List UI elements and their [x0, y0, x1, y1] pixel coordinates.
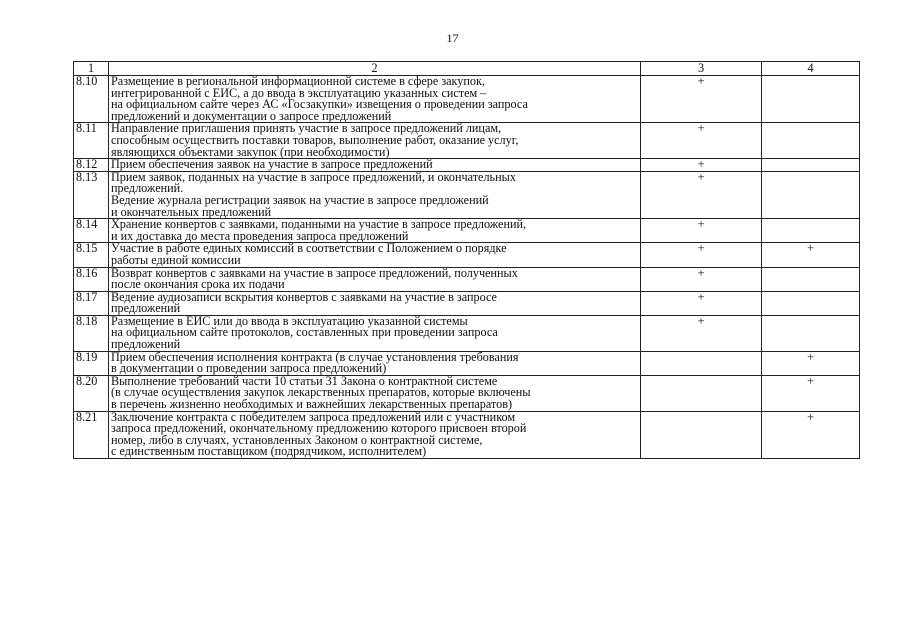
- row-mark-col3: +: [641, 171, 762, 218]
- row-number: 8.20: [74, 375, 109, 411]
- column-header-4: 4: [762, 62, 860, 76]
- table-row: [74, 315, 860, 351]
- column-header-2: 2: [109, 62, 641, 76]
- column-header-1: 1: [74, 62, 109, 76]
- row-number: 8.16: [74, 267, 109, 291]
- row-number: 8.15: [74, 243, 109, 267]
- row-number: 8.17: [74, 291, 109, 315]
- row-mark-col4: [762, 267, 860, 291]
- page-number: 17: [446, 31, 459, 45]
- table-row: [74, 375, 860, 411]
- row-mark-col4: [762, 76, 860, 123]
- row-number: 8.18: [74, 315, 109, 351]
- table-row: [74, 267, 860, 291]
- row-mark-col3: +: [641, 315, 762, 351]
- table-row: [74, 243, 860, 267]
- row-description: Ведение аудиозаписи вскрытия конвертов с заявками на участие в запросе предложений: [109, 291, 641, 315]
- row-description: Хранение конвертов с заявками, поданными на участие в запросе предложений, и их доставка до места проведения запроса предложений: [109, 219, 641, 243]
- row-number: 8.13: [74, 171, 109, 218]
- table-row: [74, 76, 860, 123]
- row-mark-col3: +: [641, 291, 762, 315]
- row-mark-col3: [641, 375, 762, 411]
- row-description: Возврат конвертов с заявками на участие в запросе предложений, полученных после окончания срока их подачи: [109, 267, 641, 291]
- row-mark-col3: +: [641, 159, 762, 172]
- row-mark-col4: [762, 219, 860, 243]
- row-mark-col4: [762, 315, 860, 351]
- table-row: [74, 291, 860, 315]
- row-description: Прием обеспечения исполнения контракта (в случае установления требования в документации о проведении запроса предложений): [109, 351, 641, 375]
- responsibility-table: [73, 61, 860, 459]
- table-row: [74, 351, 860, 375]
- row-mark-col3: [641, 351, 762, 375]
- row-mark-col4: +: [762, 351, 860, 375]
- column-header-3: 3: [641, 62, 762, 76]
- row-mark-col4: [762, 291, 860, 315]
- row-mark-col3: +: [641, 123, 762, 159]
- row-description: Размещение в ЕИС или до ввода в эксплуатацию указанной системы на официальном сайте протоколов, составленных при проведении запроса предложений: [109, 315, 641, 351]
- table-row: [74, 411, 860, 458]
- row-mark-col4: [762, 123, 860, 159]
- row-mark-col3: +: [641, 219, 762, 243]
- row-description: Участие в работе единых комиссий в соответствии с Положением о порядке работы единой комиссии: [109, 243, 641, 267]
- row-number: 8.14: [74, 219, 109, 243]
- row-description: Размещение в региональной информационной системе в сфере закупок, интегрированной с ЕИС, а до ввода в эксплуатацию указанных систем – на официальном сайте через АС «Госзакупки» извещения о проведении запроса предложений и документации о запросе предложений: [109, 76, 641, 123]
- row-mark-col4: [762, 171, 860, 218]
- row-number: 8.12: [74, 159, 109, 172]
- row-number: 8.11: [74, 123, 109, 159]
- table-row: [74, 219, 860, 243]
- row-number: 8.19: [74, 351, 109, 375]
- row-description: Выполнение требований части 10 статьи 31 Закона о контрактной системе (в случае осуществления закупок лекарственных препаратов, которые включены в перечень жизненно необходимых и важнейших лекарственных препаратов): [109, 375, 641, 411]
- row-description: Заключение контракта с победителем запроса предложений или с участником запроса предложений, окончательному предложению которого присвоен второй номер, либо в случаях, установленных Законом о контрактной системе, с единственным поставщиком (подрядчиком, исполнителем): [109, 411, 641, 458]
- row-mark-col3: +: [641, 267, 762, 291]
- table-row: [74, 123, 860, 159]
- row-mark-col4: [762, 159, 860, 172]
- table-row: [74, 171, 860, 218]
- row-number: 8.21: [74, 411, 109, 458]
- row-description: Прием обеспечения заявок на участие в запросе предложений: [109, 159, 641, 172]
- row-mark-col3: +: [641, 76, 762, 123]
- row-description: Направление приглашения принять участие в запросе предложений лицам, способным осуществить поставки товаров, выполнение работ, оказание услуг, являющихся объектами закупок (при необходимости): [109, 123, 641, 159]
- row-mark-col4: +: [762, 243, 860, 267]
- row-mark-col4: +: [762, 375, 860, 411]
- row-description: Прием заявок, поданных на участие в запросе предложений, и окончательных предложений. Ведение журнала регистрации заявок на участие в запросе предложений и окончательных предложений: [109, 171, 641, 218]
- row-mark-col3: +: [641, 243, 762, 267]
- row-mark-col3: [641, 411, 762, 458]
- row-number: 8.10: [74, 76, 109, 123]
- row-mark-col4: +: [762, 411, 860, 458]
